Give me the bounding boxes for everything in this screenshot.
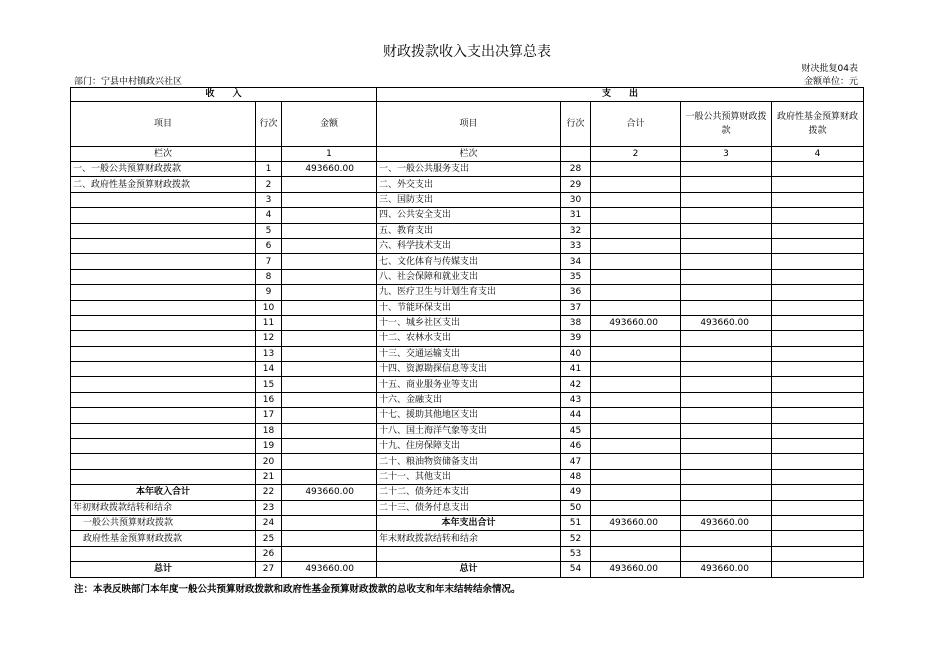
gov-fund-amount	[772, 192, 864, 207]
gov-fund-amount	[772, 300, 864, 315]
income-line-no: 5	[256, 223, 282, 238]
gov-fund-amount	[772, 346, 864, 361]
expense-line-no: 43	[561, 392, 591, 407]
expense-item: 总计	[377, 562, 561, 577]
income-amount: 493660.00	[282, 485, 377, 500]
general-budget-amount	[681, 469, 772, 484]
gov-fund-amount	[772, 362, 864, 377]
general-budget-amount	[681, 377, 772, 392]
col-empty	[561, 147, 591, 162]
expense-item: 八、社会保障和就业支出	[377, 269, 561, 284]
expense-line-no: 29	[561, 177, 591, 192]
income-amount	[282, 192, 377, 207]
income-item	[71, 392, 256, 407]
expense-line-no: 51	[561, 515, 591, 530]
expense-line-no: 36	[561, 285, 591, 300]
expense-line-no: 50	[561, 500, 591, 515]
general-budget-amount	[681, 269, 772, 284]
gov-fund-amount	[772, 439, 864, 454]
income-line-no: 16	[256, 392, 282, 407]
expense-total	[591, 331, 681, 346]
gov-fund-amount	[772, 162, 864, 177]
expense-line-no: 37	[561, 300, 591, 315]
income-item	[71, 269, 256, 284]
income-amount	[282, 408, 377, 423]
income-line-no: 12	[256, 331, 282, 346]
expense-item: 十一、城乡社区支出	[377, 315, 561, 330]
expense-item: 三、国防支出	[377, 192, 561, 207]
expense-section-header: 支 出	[377, 88, 864, 102]
expense-total	[591, 269, 681, 284]
income-line-no: 8	[256, 269, 282, 284]
gov-fund-amount	[772, 500, 864, 515]
income-item	[71, 346, 256, 361]
table-row	[71, 531, 864, 546]
table-row	[71, 515, 864, 530]
general-budget-amount	[681, 454, 772, 469]
expense-item: 七、文化体育与传媒支出	[377, 254, 561, 269]
general-budget-amount: 493660.00	[681, 515, 772, 530]
general-budget-amount: 493660.00	[681, 562, 772, 577]
table-row	[71, 500, 864, 515]
income-amount: 493660.00	[282, 562, 377, 577]
expense-line-no: 54	[561, 562, 591, 577]
gov-fund-amount	[772, 392, 864, 407]
income-line-no: 3	[256, 192, 282, 207]
gov-fund-amount	[772, 269, 864, 284]
general-budget-amount: 493660.00	[681, 315, 772, 330]
general-budget-header: 一般公共预算财政拨款	[681, 102, 772, 147]
income-line-no: 24	[256, 515, 282, 530]
expense-line-header: 行次	[561, 102, 591, 147]
expense-line-no: 39	[561, 331, 591, 346]
expense-item-header: 项目	[377, 102, 561, 147]
income-line-no: 14	[256, 362, 282, 377]
expense-item: 本年支出合计	[377, 515, 561, 530]
gov-fund-amount	[772, 469, 864, 484]
expense-total	[591, 500, 681, 515]
expense-item: 二十、粮油物资储备支出	[377, 454, 561, 469]
income-amount	[282, 500, 377, 515]
gov-fund-amount	[772, 485, 864, 500]
income-line-no: 23	[256, 500, 282, 515]
expense-total	[591, 192, 681, 207]
income-item	[71, 192, 256, 207]
table-row	[71, 469, 864, 484]
income-item: 一、一般公共预算财政拨款	[71, 162, 256, 177]
expense-item: 十五、商业服务业等支出	[377, 377, 561, 392]
col-empty	[256, 147, 282, 162]
expense-item: 十六、金融支出	[377, 392, 561, 407]
table-row	[71, 423, 864, 438]
table-row	[71, 223, 864, 238]
expense-item: 二十三、债务付息支出	[377, 500, 561, 515]
table-row	[71, 269, 864, 284]
income-item	[71, 254, 256, 269]
income-item	[71, 315, 256, 330]
income-line-no: 13	[256, 346, 282, 361]
income-line-no: 9	[256, 285, 282, 300]
income-line-no: 19	[256, 439, 282, 454]
expense-line-no: 47	[561, 454, 591, 469]
expense-item: 五、教育支出	[377, 223, 561, 238]
footnote: 注：本表反映部门本年度一般公共预算财政拨款和政府性基金预算财政拨款的总收支和年末结转结余情况。	[74, 584, 521, 595]
income-item	[71, 546, 256, 561]
table-row	[71, 439, 864, 454]
expense-total	[591, 300, 681, 315]
general-budget-amount	[681, 346, 772, 361]
income-amount	[282, 300, 377, 315]
income-item	[71, 423, 256, 438]
income-item	[71, 362, 256, 377]
income-item	[71, 208, 256, 223]
expense-total	[591, 285, 681, 300]
expense-line-no: 32	[561, 223, 591, 238]
gov-fund-amount	[772, 238, 864, 253]
gov-fund-amount	[772, 223, 864, 238]
expense-item: 十八、国土海洋气象等支出	[377, 423, 561, 438]
table-row	[71, 485, 864, 500]
general-budget-amount	[681, 485, 772, 500]
expense-item: 九、医疗卫生与计划生育支出	[377, 285, 561, 300]
income-item	[71, 377, 256, 392]
expense-total	[591, 362, 681, 377]
income-amount	[282, 531, 377, 546]
income-amount	[282, 238, 377, 253]
expense-total	[591, 408, 681, 423]
income-amount	[282, 254, 377, 269]
expense-item: 十九、住房保障支出	[377, 439, 561, 454]
income-line-no: 2	[256, 177, 282, 192]
expense-total	[591, 254, 681, 269]
expense-item: 十三、交通运输支出	[377, 346, 561, 361]
income-amount	[282, 285, 377, 300]
table-row	[71, 162, 864, 177]
income-amount	[282, 469, 377, 484]
table-row	[71, 315, 864, 330]
expense-item: 十二、农林水支出	[377, 331, 561, 346]
general-budget-amount	[681, 223, 772, 238]
income-line-header: 行次	[256, 102, 282, 147]
income-line-no: 1	[256, 162, 282, 177]
gov-fund-amount	[772, 377, 864, 392]
income-line-no: 15	[256, 377, 282, 392]
income-amount	[282, 362, 377, 377]
expense-item: 十、节能环保支出	[377, 300, 561, 315]
expense-item: 十四、资源勘探信息等支出	[377, 362, 561, 377]
expense-item: 二十一、其他支出	[377, 469, 561, 484]
gov-fund-amount	[772, 408, 864, 423]
gov-fund-amount	[772, 331, 864, 346]
income-amount	[282, 515, 377, 530]
finance-table	[70, 87, 864, 578]
expense-item: 十七、援助其他地区支出	[377, 408, 561, 423]
general-budget-amount	[681, 392, 772, 407]
income-line-no: 20	[256, 454, 282, 469]
expense-line-no: 42	[561, 377, 591, 392]
income-item	[71, 238, 256, 253]
col-number-1: 1	[282, 147, 377, 162]
income-section-header: 收 入	[71, 88, 377, 102]
income-item	[71, 469, 256, 484]
income-item: 二、政府性基金预算财政拨款	[71, 177, 256, 192]
income-item	[71, 331, 256, 346]
table-row	[71, 377, 864, 392]
general-budget-amount	[681, 408, 772, 423]
income-amount	[282, 377, 377, 392]
gov-fund-amount	[772, 546, 864, 561]
table-row	[71, 238, 864, 253]
income-amount	[282, 208, 377, 223]
expense-total	[591, 485, 681, 500]
gov-fund-amount	[772, 315, 864, 330]
expense-item: 四、公共安全支出	[377, 208, 561, 223]
expense-line-no: 35	[561, 269, 591, 284]
table-row	[71, 562, 864, 577]
income-item: 一般公共预算财政拨款	[71, 515, 256, 530]
expense-line-no: 34	[561, 254, 591, 269]
gov-fund-amount	[772, 531, 864, 546]
general-budget-amount	[681, 546, 772, 561]
expense-line-no: 48	[561, 469, 591, 484]
table-row	[71, 546, 864, 561]
table-row	[71, 408, 864, 423]
col-number-3: 3	[681, 147, 772, 162]
expense-line-no: 46	[561, 439, 591, 454]
table-row	[71, 254, 864, 269]
expense-total-header: 合计	[591, 102, 681, 147]
report-title: 财政拨款收入支出决算总表	[383, 44, 551, 60]
general-budget-amount	[681, 238, 772, 253]
income-line-no: 22	[256, 485, 282, 500]
income-amount	[282, 546, 377, 561]
table-row	[71, 177, 864, 192]
income-item-header: 项目	[71, 102, 256, 147]
expense-total	[591, 454, 681, 469]
table-row	[71, 192, 864, 207]
gov-fund-amount	[772, 254, 864, 269]
expense-total	[591, 439, 681, 454]
general-budget-amount	[681, 162, 772, 177]
income-amount	[282, 439, 377, 454]
income-amount-header: 金额	[282, 102, 377, 147]
expense-total	[591, 469, 681, 484]
income-item	[71, 408, 256, 423]
income-line-no: 6	[256, 238, 282, 253]
table-row	[71, 285, 864, 300]
expense-total	[591, 546, 681, 561]
income-line-no: 10	[256, 300, 282, 315]
gov-fund-amount	[772, 177, 864, 192]
expense-line-no: 49	[561, 485, 591, 500]
expense-line-no: 44	[561, 408, 591, 423]
table-row	[71, 346, 864, 361]
general-budget-amount	[681, 208, 772, 223]
expense-total	[591, 162, 681, 177]
income-line-no: 27	[256, 562, 282, 577]
expense-total	[591, 346, 681, 361]
income-item	[71, 223, 256, 238]
expense-line-no: 45	[561, 423, 591, 438]
col-number-2: 2	[591, 147, 681, 162]
income-amount	[282, 315, 377, 330]
income-amount	[282, 346, 377, 361]
income-item: 政府性基金预算财政拨款	[71, 531, 256, 546]
currency-unit: 金额单位：元	[803, 77, 858, 87]
general-budget-amount	[681, 254, 772, 269]
expense-item: 一、一般公共服务支出	[377, 162, 561, 177]
expense-line-no: 41	[561, 362, 591, 377]
expense-total	[591, 377, 681, 392]
expense-line-no: 33	[561, 238, 591, 253]
general-budget-amount	[681, 300, 772, 315]
general-budget-amount	[681, 439, 772, 454]
gov-fund-amount	[772, 515, 864, 530]
col-number-4: 4	[772, 147, 864, 162]
table-row	[71, 208, 864, 223]
gov-fund-amount	[772, 454, 864, 469]
table-row	[71, 300, 864, 315]
general-budget-amount	[681, 285, 772, 300]
expense-total: 493660.00	[591, 515, 681, 530]
expense-item: 二、外交支出	[377, 177, 561, 192]
income-line-no: 17	[256, 408, 282, 423]
income-line-no: 25	[256, 531, 282, 546]
income-item	[71, 285, 256, 300]
expense-total	[591, 423, 681, 438]
income-item: 总计	[71, 562, 256, 577]
col-label-left: 栏次	[71, 147, 256, 162]
expense-total	[591, 238, 681, 253]
expense-item	[377, 546, 561, 561]
table-row	[71, 331, 864, 346]
expense-line-no: 53	[561, 546, 591, 561]
header-row-column-numbers	[71, 147, 864, 162]
income-line-no: 11	[256, 315, 282, 330]
expense-total	[591, 208, 681, 223]
income-item	[71, 300, 256, 315]
general-budget-amount	[681, 177, 772, 192]
table-row	[71, 454, 864, 469]
header-row-sections	[71, 88, 864, 102]
expense-line-no: 28	[561, 162, 591, 177]
income-amount	[282, 392, 377, 407]
expense-line-no: 31	[561, 208, 591, 223]
expense-total	[591, 392, 681, 407]
expense-total	[591, 531, 681, 546]
general-budget-amount	[681, 500, 772, 515]
table-row	[71, 362, 864, 377]
expense-total	[591, 177, 681, 192]
col-label-right: 栏次	[377, 147, 561, 162]
general-budget-amount	[681, 423, 772, 438]
expense-line-no: 38	[561, 315, 591, 330]
income-line-no: 18	[256, 423, 282, 438]
gov-fund-amount	[772, 562, 864, 577]
general-budget-amount	[681, 531, 772, 546]
general-budget-amount	[681, 362, 772, 377]
table-row	[71, 392, 864, 407]
income-amount: 493660.00	[282, 162, 377, 177]
income-amount	[282, 331, 377, 346]
expense-total: 493660.00	[591, 562, 681, 577]
gov-fund-header: 政府性基金预算财政拨款	[772, 102, 864, 147]
header-row-columns	[71, 102, 864, 147]
general-budget-amount	[681, 192, 772, 207]
income-amount	[282, 269, 377, 284]
income-item: 年初财政拨款结转和结余	[71, 500, 256, 515]
income-amount	[282, 423, 377, 438]
income-item	[71, 439, 256, 454]
gov-fund-amount	[772, 208, 864, 223]
income-line-no: 26	[256, 546, 282, 561]
gov-fund-amount	[772, 285, 864, 300]
income-line-no: 7	[256, 254, 282, 269]
gov-fund-amount	[772, 423, 864, 438]
expense-total	[591, 223, 681, 238]
income-item: 本年收入合计	[71, 485, 256, 500]
income-amount	[282, 454, 377, 469]
expense-total: 493660.00	[591, 315, 681, 330]
general-budget-amount	[681, 331, 772, 346]
expense-line-no: 52	[561, 531, 591, 546]
expense-item: 年末财政拨款结转和结余	[377, 531, 561, 546]
income-amount	[282, 223, 377, 238]
income-line-no: 21	[256, 469, 282, 484]
expense-item: 二十二、债务还本支出	[377, 485, 561, 500]
income-amount	[282, 177, 377, 192]
expense-item: 六、科学技术支出	[377, 238, 561, 253]
expense-line-no: 30	[561, 192, 591, 207]
form-number: 财决批复04表	[801, 64, 858, 74]
expense-line-no: 40	[561, 346, 591, 361]
income-item	[71, 454, 256, 469]
department-label: 部门：宁县中村镇政兴社区	[74, 77, 183, 87]
income-line-no: 4	[256, 208, 282, 223]
